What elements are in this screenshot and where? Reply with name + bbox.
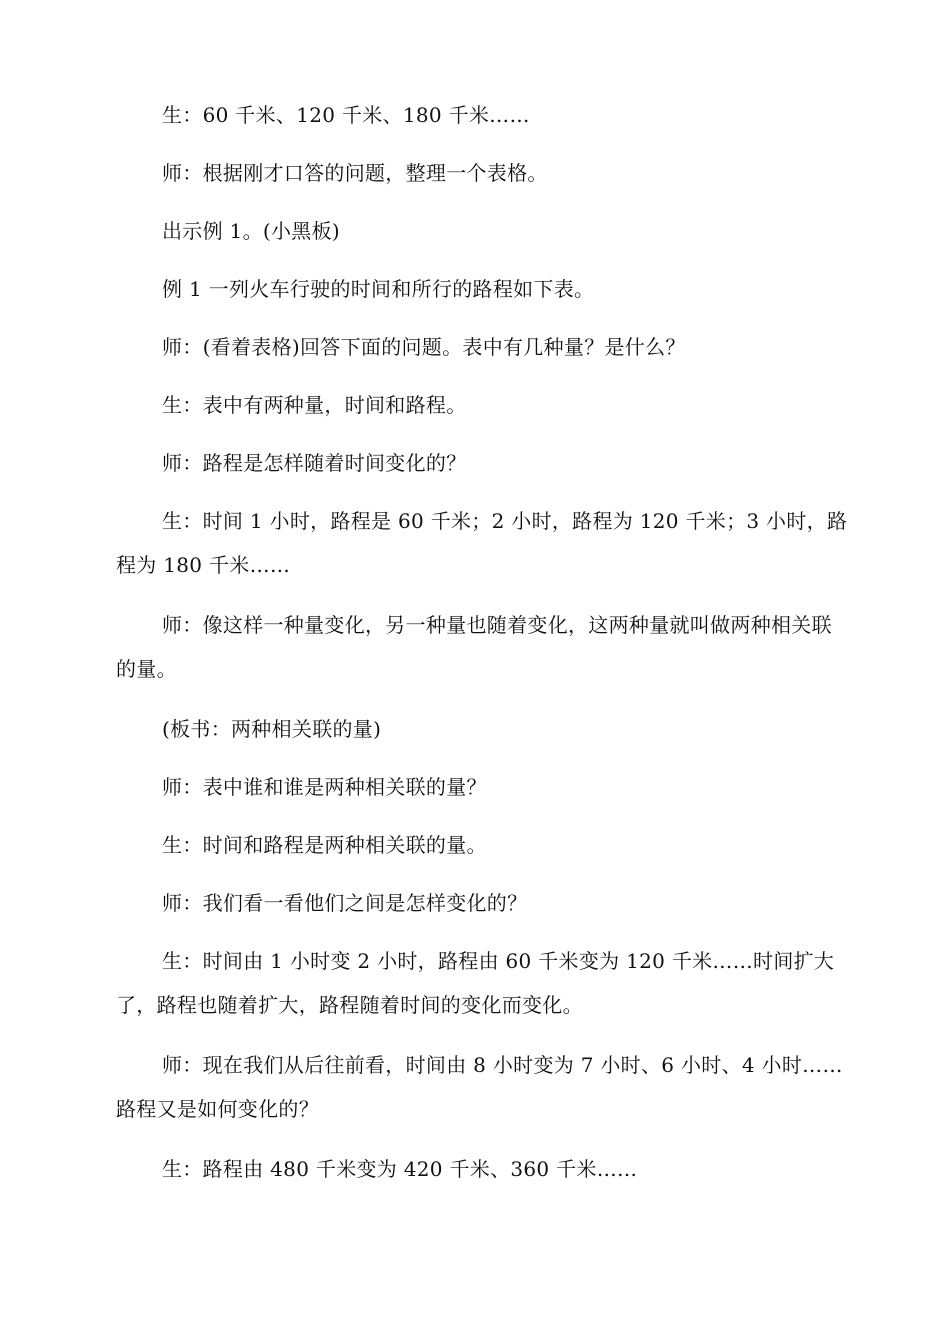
paragraph: 师：根据刚才口答的问题，整理一个表格。 <box>162 161 548 185</box>
paragraph: 出示例 1。(小黑板) <box>162 219 340 243</box>
paragraph: (板书：两种相关联的量) <box>162 717 382 741</box>
document-body <box>116 93 850 1191</box>
paragraph: 师：路程是怎样随着时间变化的？ <box>162 451 467 475</box>
paragraph: 生：60 千米、120 千米、180 千米…… <box>162 103 530 127</box>
paragraph: 师：(看着表格)回答下面的问题。表中有几种量？是什么？ <box>162 335 686 359</box>
paragraph: 师：我们看一看他们之间是怎样变化的？ <box>162 891 528 915</box>
paragraph: 生：时间和路程是两种相关联的量。 <box>162 833 487 857</box>
paragraph: 师：表中谁和谁是两种相关联的量？ <box>162 775 487 799</box>
paragraph: 生：时间 1 小时，路程是 60 千米；2 小时，路程为 120 千米；3 小时，路程为 180 千米…… <box>116 509 848 577</box>
paragraph: 师：现在我们从后往前看，时间由 8 小时变为 7 小时、6 小时、4 小时……路程又是如何变化的？ <box>116 1053 843 1121</box>
paragraph: 师：像这样一种量变化，另一种量也随着变化，这两种量就叫做两种相关联的量。 <box>116 613 832 681</box>
paragraph: 生：表中有两种量，时间和路程。 <box>162 393 467 417</box>
paragraph: 生：路程由 480 千米变为 420 千米、360 千米…… <box>162 1157 638 1181</box>
paragraph: 例 1 一列火车行驶的时间和所行的路程如下表。 <box>162 277 595 301</box>
paragraph: 生：时间由 1 小时变 2 小时，路程由 60 千米变为 120 千米……时间扩大了，路程也随着扩大，路程随着时间的变化而变化。 <box>116 949 835 1017</box>
